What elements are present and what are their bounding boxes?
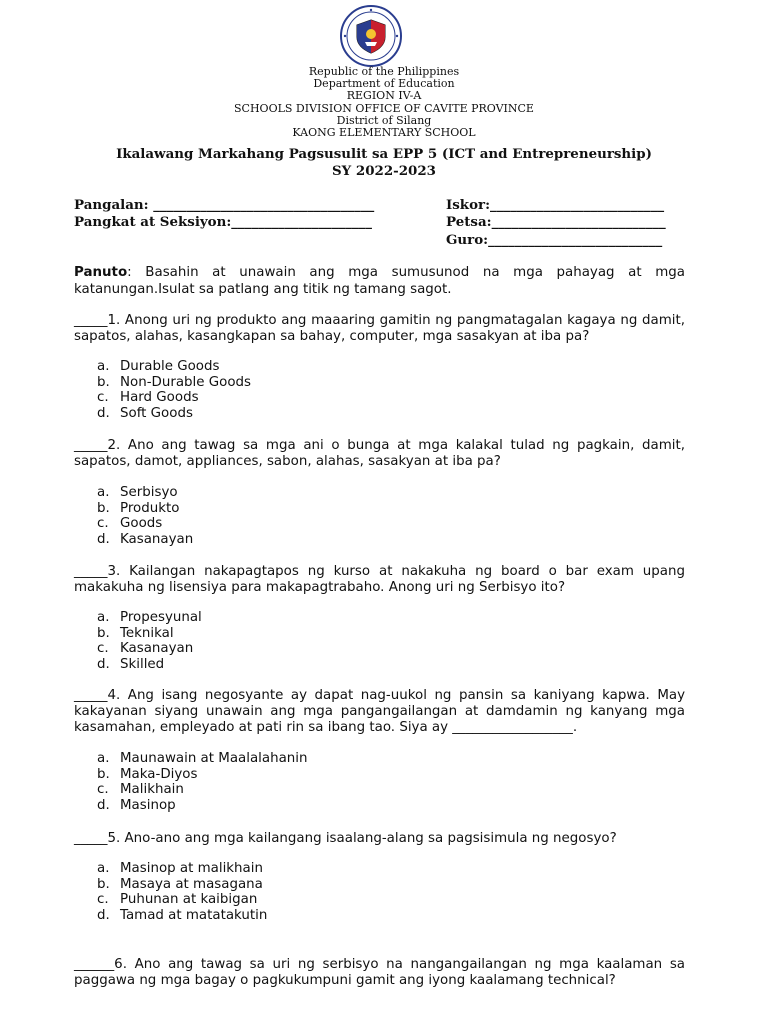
option-letter: a. bbox=[97, 751, 110, 766]
option-item[interactable] bbox=[97, 798, 307, 814]
question-3-options bbox=[97, 610, 202, 673]
option-letter: d. bbox=[97, 657, 110, 673]
question-5: _____5. Ano-ano ang mga kailangang isaalang-alang sa pagsisimula ng negosyo? bbox=[74, 831, 617, 846]
option-item[interactable] bbox=[97, 657, 202, 673]
option-text: Skilled bbox=[120, 657, 165, 673]
option-letter: a. bbox=[97, 861, 110, 876]
question-5-options bbox=[97, 861, 267, 924]
option-text: Durable Goods bbox=[120, 359, 220, 374]
question-4-options bbox=[97, 751, 307, 814]
header-line: Republic of the Philippines bbox=[308, 65, 460, 78]
option-text: Kasanayan bbox=[120, 532, 194, 548]
option-text: Kasanayan bbox=[120, 641, 194, 657]
option-letter: b. bbox=[97, 625, 110, 641]
option-item[interactable] bbox=[97, 861, 267, 877]
header-line: REGION IV-A bbox=[346, 89, 422, 103]
option-letter: b. bbox=[97, 374, 110, 390]
option-text: Teknikal bbox=[120, 625, 174, 641]
option-item[interactable] bbox=[97, 626, 202, 642]
school-year: SY 2022-2023 bbox=[332, 163, 436, 179]
option-text: Non-Durable Goods bbox=[120, 374, 251, 390]
option-text: Maunawain at Maalalahanin bbox=[120, 751, 308, 766]
option-item[interactable] bbox=[97, 359, 251, 375]
directions-label: Panuto bbox=[74, 265, 128, 280]
teacher-field[interactable]: Guro:__________________________ bbox=[446, 232, 663, 248]
question-6: ______6. Ano ang tawag sa uri ng serbisyo na nangangailangan ng mga kaalaman sa paggawa ng mga bagay o pagkukumpuni gamit ang iyong kaalamang technical? bbox=[74, 957, 685, 988]
option-letter: c. bbox=[97, 892, 109, 908]
option-item[interactable] bbox=[97, 390, 251, 406]
school-header bbox=[0, 66, 768, 139]
option-item[interactable] bbox=[97, 610, 202, 626]
option-text: Tamad at matatakutin bbox=[120, 908, 268, 924]
option-text: Masinop at malikhain bbox=[120, 861, 263, 876]
question-2-options bbox=[97, 485, 193, 548]
directions-text: : Basahin at unawain ang mga sumusunod na mga pahayag at mga katanungan.Isulat sa patlang ang titik ng tamang sagot. bbox=[74, 265, 685, 297]
option-letter: b. bbox=[97, 766, 110, 782]
option-letter: c. bbox=[97, 641, 109, 657]
option-letter: c. bbox=[97, 390, 109, 406]
question-3: _____3. Kailangan nakapagtapos ng kurso at nakakuha ng board o bar exam upang makakuha ng lisensiya para makapagtrabaho. Anong uri ng Serbisyo ito? bbox=[74, 564, 685, 595]
option-item[interactable] bbox=[97, 501, 193, 517]
option-letter: d. bbox=[97, 798, 110, 814]
option-letter: a. bbox=[97, 610, 110, 625]
option-text: Puhunan at kaibigan bbox=[120, 892, 258, 908]
option-item[interactable] bbox=[97, 751, 307, 767]
option-item[interactable] bbox=[97, 767, 307, 783]
option-item[interactable] bbox=[97, 641, 202, 657]
option-letter: b. bbox=[97, 500, 110, 516]
option-item[interactable] bbox=[97, 892, 267, 908]
score-field[interactable]: Iskor:__________________________ bbox=[446, 197, 665, 213]
header-line: Department of Education bbox=[313, 77, 455, 91]
option-text: Masinop bbox=[120, 798, 176, 814]
option-text: Masaya at masagana bbox=[120, 876, 263, 892]
option-text: Goods bbox=[120, 516, 163, 532]
option-item[interactable] bbox=[97, 485, 193, 501]
option-item[interactable] bbox=[97, 782, 307, 798]
option-letter: a. bbox=[97, 359, 110, 374]
question-2: _____2. Ano ang tawag sa mga ani o bunga at mga kalakal tulad ng pagkain, damit, sapatos, damot, appliances, sabon, alahas, sasakyan at iba pa? bbox=[74, 438, 685, 469]
header-line: KAONG ELEMENTARY SCHOOL bbox=[292, 126, 476, 140]
option-letter: a. bbox=[97, 485, 110, 500]
header-line: District of Silang bbox=[336, 113, 432, 127]
option-letter: d. bbox=[97, 908, 110, 924]
option-text: Soft Goods bbox=[120, 406, 193, 422]
option-text: Hard Goods bbox=[120, 390, 199, 406]
option-letter: c. bbox=[97, 782, 109, 798]
option-text: Malikhain bbox=[120, 782, 184, 798]
option-item[interactable] bbox=[97, 375, 251, 391]
header-line: SCHOOLS DIVISION OFFICE OF CAVITE PROVINCE bbox=[234, 101, 534, 115]
option-text: Produkto bbox=[120, 500, 180, 516]
question-1: _____1. Anong uri ng produkto ang maaaring gamitin ng pangmatagalan kagaya ng damit, sapatos, alahas, kasangkapan sa bahay, computer, mga sasakyan at iba pa? bbox=[74, 313, 685, 344]
deped-seal-icon bbox=[339, 4, 403, 68]
option-letter: d. bbox=[97, 532, 110, 548]
exam-title-line: Ikalawang Markahang Pagsusulit sa EPP 5 (ICT and Entrepreneurship) bbox=[116, 146, 652, 162]
option-item[interactable] bbox=[97, 908, 267, 924]
option-letter: b. bbox=[97, 876, 110, 892]
option-text: Propesyunal bbox=[120, 610, 202, 625]
option-text: Maka-Diyos bbox=[120, 766, 198, 782]
option-letter: d. bbox=[97, 406, 110, 422]
option-letter: c. bbox=[97, 516, 109, 532]
exam-title bbox=[0, 146, 768, 180]
option-item[interactable] bbox=[97, 406, 251, 422]
directions bbox=[74, 264, 685, 298]
section-field[interactable]: Pangkat at Seksiyon:_____________________ bbox=[74, 214, 372, 230]
name-field[interactable]: Pangalan: _________________________________ bbox=[74, 197, 375, 213]
option-item[interactable] bbox=[97, 516, 193, 532]
question-1-options bbox=[97, 359, 251, 422]
date-field[interactable]: Petsa:__________________________ bbox=[446, 214, 666, 230]
option-text: Serbisyo bbox=[120, 485, 178, 500]
option-item[interactable] bbox=[97, 877, 267, 893]
question-4: _____4. Ang isang negosyante ay dapat nag-uukol ng pansin sa kaniyang kapwa. May kakayanan siyang unawain ang mga pangangailangan at damdamin ng kanyang mga kasamahan, empleyado at pati rin sa ibang tao. Siya ay __________________. bbox=[74, 688, 685, 735]
option-item[interactable] bbox=[97, 532, 193, 548]
